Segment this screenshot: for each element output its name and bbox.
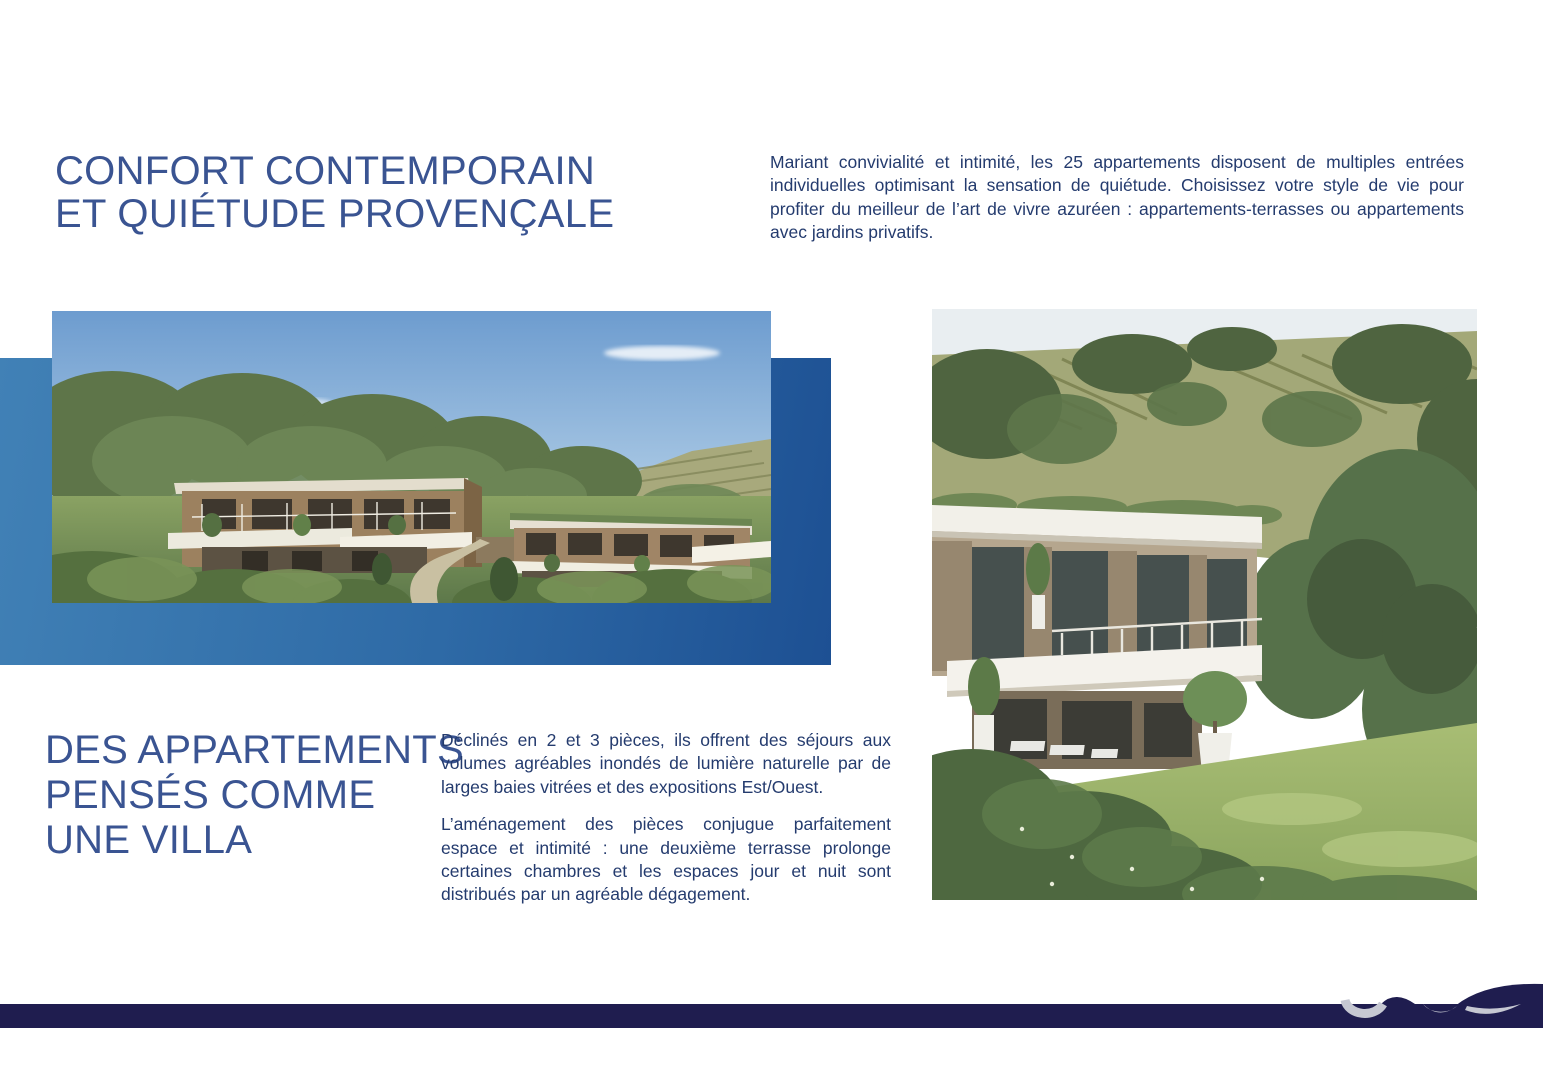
intro-paragraph: Mariant convivialité et intimité, les 25 appartements disposent de multiples entrées individuelles optimisant la sensation de quiétude. Choisissez votre style de vie pour profiter du meilleur de l’art de vivre azuréen : appartements-terrasses ou appartements avec jardins privatifs. — [770, 152, 1464, 243]
villa-title-line-2: PENSÉS COMME — [45, 773, 376, 817]
villa-building — [932, 493, 1282, 769]
villa-title-line-3: UNE VILLA — [45, 818, 253, 862]
footer-bar — [0, 1004, 1543, 1028]
page-title — [55, 150, 614, 236]
page-title-line-2: ET QUIÉTUDE PROVENÇALE — [55, 192, 615, 236]
developer-logo-icon — [1335, 980, 1543, 1028]
villa-copy-block — [441, 729, 891, 907]
building-left — [168, 478, 482, 573]
hillside-buildings-rendering — [52, 311, 771, 603]
section-title-villa — [45, 728, 464, 863]
terrace-garden-rendering — [932, 309, 1477, 900]
page-title-line-1: CONFORT CONTEMPORAIN — [55, 149, 596, 193]
villa-paragraph-2: L’aménagement des pièces conjugue parfaitement espace et intimité : une deuxième terrasse prolonge certaines chambres et les espaces jour et nuit sont distribués par un agréable dégagement. — [441, 814, 891, 905]
villa-paragraph-1: Déclinés en 2 et 3 pièces, ils offrent des séjours aux volumes agréables inondés de lumière naturelle par de larges baies vitrées et des expositions Est/Ouest. — [441, 730, 891, 797]
villa-title-line-1: DES APPARTEMENTS — [45, 728, 464, 772]
